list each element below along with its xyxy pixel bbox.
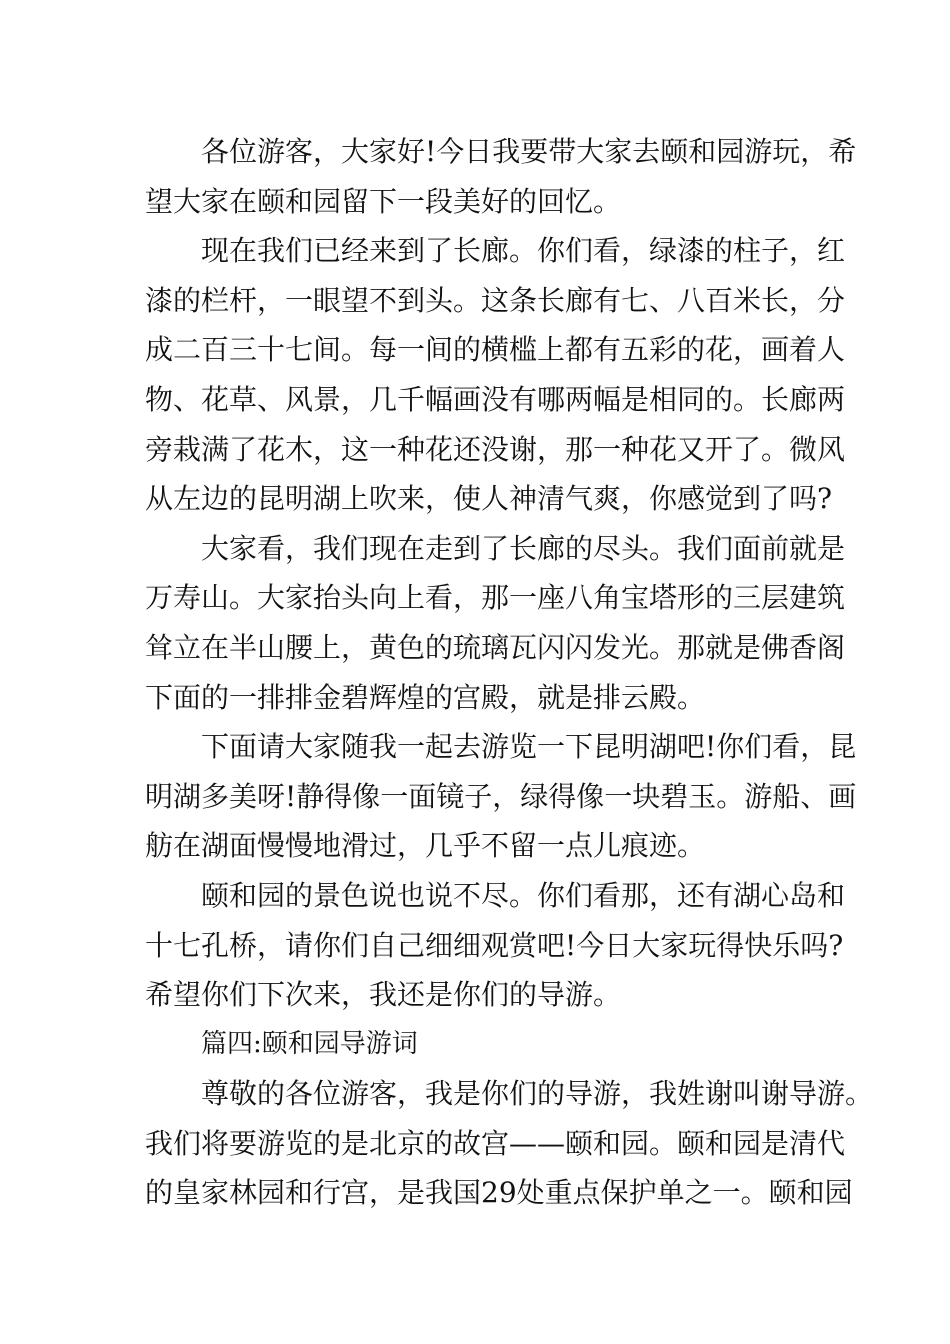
- text-line: 旁栽满了花木，这一种花还没谢，那一种花又开了。微风: [145, 432, 846, 466]
- text-line: 我们将要游览的是北京的故宫——颐和园。颐和园是清代: [145, 1126, 846, 1160]
- text-line: 下面的一排排金碧辉煌的宫殿，就是排云殿。: [145, 680, 706, 714]
- text-line: 漆的栏杆，一眼望不到头。这条长廊有七、八百米长，分: [145, 283, 846, 317]
- text-line: 从左边的昆明湖上吹来，使人神清气爽，你感觉到了吗?: [145, 482, 833, 516]
- text-line: 物、花草、风景，几千幅画没有哪两幅是相同的。长廊两: [145, 382, 846, 416]
- text-line: 大家看，我们现在走到了长廊的尽头。我们面前就是: [201, 531, 846, 565]
- text-line: 现在我们已经来到了长廊。你们看，绿漆的柱子，红: [201, 234, 846, 268]
- text-line: 的皇家林园和行宫，是我国29处重点保护单之一。颐和园: [145, 1176, 853, 1210]
- text-line: 明湖多美呀!静得像一面镜子，绿得像一块碧玉。游船、画: [145, 779, 857, 813]
- text-line: 希望你们下次来，我还是你们的导游。: [145, 978, 622, 1012]
- paragraph-kunming-lake: [145, 722, 857, 871]
- text-line: 下面请大家随我一起去游览一下昆明湖吧!你们看，昆: [201, 730, 857, 764]
- paragraph-long-corridor: [145, 226, 846, 524]
- text-line: 成二百三十七间。每一间的横槛上都有五彩的花，画着人: [145, 333, 846, 367]
- text-line: 颐和园的景色说也说不尽。你们看那，还有湖心岛和: [201, 878, 846, 912]
- paragraph-intro-summer-palace: [145, 1069, 874, 1218]
- paragraph-longevity-hill: [145, 524, 846, 722]
- section-heading: 篇四:颐和园导游词: [201, 1028, 418, 1059]
- text-line: 万寿山。大家抬头向上看，那一座八角宝塔形的三层建筑: [145, 581, 846, 615]
- text-line: 各位游客，大家好!今日我要带大家去颐和园游玩，希: [201, 135, 857, 168]
- text-line: 尊敬的各位游客，我是你们的导游，我姓谢叫谢导游。: [201, 1077, 874, 1111]
- paragraph-farewell: [145, 871, 846, 1020]
- text-line: 耸立在半山腰上，黄色的琉璃瓦闪闪发光。那就是佛香阁: [145, 630, 846, 664]
- document-body: [145, 127, 874, 1218]
- text-line: 望大家在颐和园留下一段美好的回忆。: [145, 184, 622, 218]
- text-line: 十七孔桥，请你们自己细细观赏吧!今日大家玩得快乐吗?: [145, 928, 844, 962]
- paragraph-welcome: [145, 127, 857, 226]
- text-line: 舫在湖面慢慢地滑过，几乎不留一点儿痕迹。: [145, 829, 706, 863]
